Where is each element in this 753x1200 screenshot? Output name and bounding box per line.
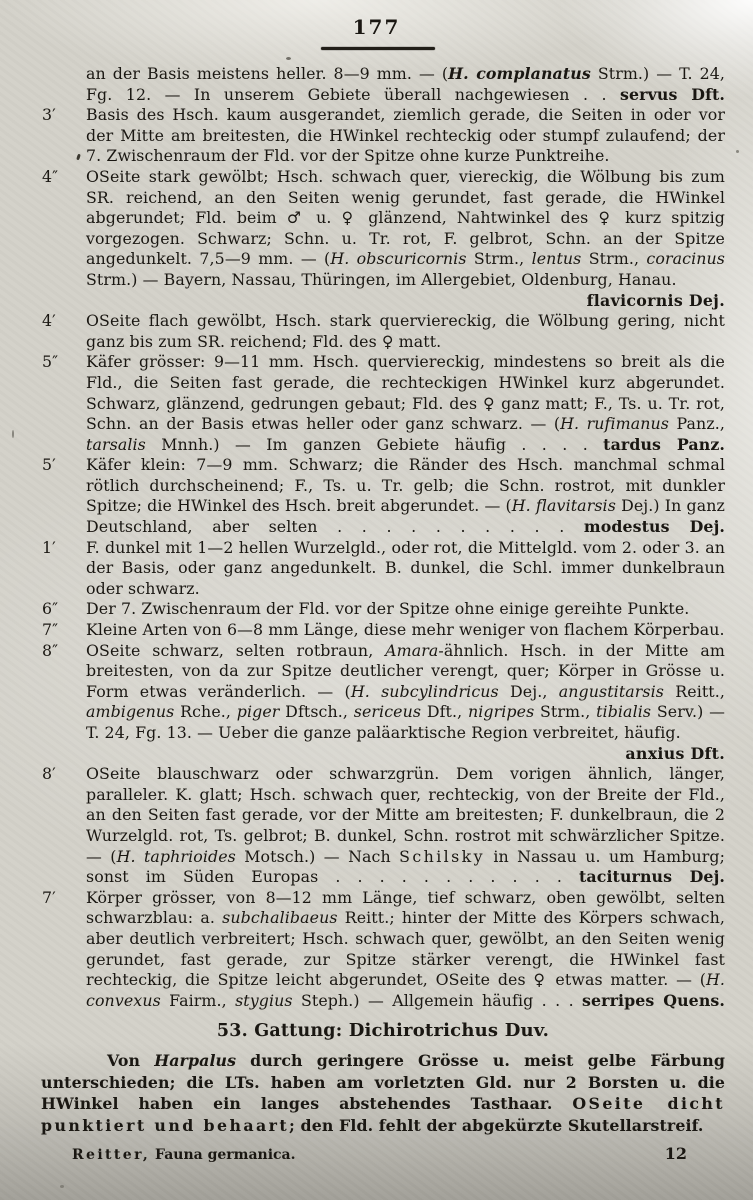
key-entry bbox=[41, 352, 725, 455]
text-segment: H. convexus bbox=[86, 970, 725, 1010]
text-segment: stygius bbox=[235, 990, 293, 1010]
entry-text bbox=[86, 538, 725, 598]
text-segment: -ähnlich. Hsch. in der Mitte am breitesten, von da zur Spitze deutlicher verengt, quer; Körper in Grösse u. Form etwas veränderlich. — ( bbox=[86, 640, 725, 701]
text-segment: Reitter, bbox=[72, 1147, 151, 1163]
key-entry bbox=[41, 455, 725, 537]
text-segment: Reitt.; hinter der Mitte des Körpers schwach, aber deutlich verbreitert; Hsch. schwach quer, gewölbt, an den Seiten wenig gerundet, fast gerade, zur Spitze stärker verengt, die HWinkel fast rechteckig, die Spitze leicht abgerundet, OSeite des ♀ etwas matter. — ( bbox=[86, 908, 725, 990]
page-header bbox=[0, 15, 753, 39]
text-segment: Käfer klein: 7—9 mm. Schwarz; die Ränder des Hsch. manchmal schmal rötlich durchscheinend; F., Ts. u. Tr. gelb; die Schn. rostrot, mit dunkler Spitze; die HWinkel des Hsch. breit abgerundet. — ( bbox=[86, 455, 725, 516]
species-name: taciturnus Dej. bbox=[579, 867, 725, 887]
text-segment: Reitt., bbox=[664, 681, 725, 701]
text-segment: Motsch.) — Nach bbox=[235, 846, 400, 866]
text-segment: Strm.) — Bayern, Nassau, Thüringen, im Allergebiet, Oldenburg, Hanau. bbox=[86, 269, 677, 289]
entry-text bbox=[86, 599, 689, 618]
genus-heading bbox=[41, 1020, 725, 1041]
key-entry bbox=[41, 311, 725, 352]
text-segment: sericeus bbox=[353, 702, 422, 722]
entry-text bbox=[86, 455, 725, 536]
text-segment: Dej., bbox=[498, 681, 559, 701]
page-content bbox=[41, 64, 725, 1136]
text-segment: Strm., bbox=[581, 249, 647, 269]
couplet-number: 8″ bbox=[42, 640, 59, 660]
text-segment: Körper grösser, von 8—12 mm Länge, tief schwarz, oben gewölbt, selten schwarzblau: a. bbox=[86, 887, 725, 928]
species-name: anxius Dft. bbox=[625, 743, 725, 763]
text-segment: Fairm., bbox=[160, 990, 236, 1010]
entry-text bbox=[86, 764, 725, 886]
text-segment: H. rufimanus bbox=[560, 414, 670, 434]
key-entry bbox=[41, 538, 725, 600]
text-segment: ambigenus bbox=[86, 702, 175, 722]
genus-heading-prefix: 53. Gattung: bbox=[216, 1021, 349, 1042]
couplet-number: 7″ bbox=[42, 620, 59, 640]
footer-signature-number: 12 bbox=[664, 1144, 687, 1163]
text-segment: Der 7. Zwischenraum der Fld. vor der Spitze ohne einige gereihte Punkte. bbox=[86, 599, 690, 619]
text-segment: OSeite dicht punktiert und behaart bbox=[41, 1094, 725, 1135]
text-segment: Strm., bbox=[466, 249, 532, 269]
text-segment: OSeite stark gewölbt; Hsch. schwach quer, viereckig, die Wölbung bis zum SR. reichend, an den Seiten wenig gerundet, fast gerade, die HWinkel abgerundet; Fld. beim ♂ u. ♀ glänzend, Nahtwinkel des ♀ kurz spitzig vorgezogen. Schwarz; Schn. u. Tr. rot, F. gelbrot, Schn. an der Spitze angedunkelt. 7,5—9 mm. — ( bbox=[86, 166, 725, 269]
couplet-number: 4′ bbox=[42, 311, 56, 331]
genus-intro-paragraph bbox=[41, 1050, 725, 1136]
text-segment: Mnnh.) — Im ganzen Gebiete häufig . . . . bbox=[145, 434, 604, 454]
text-segment: H. taphrioides bbox=[116, 846, 236, 866]
text-segment: OSeite schwarz, selten rotbraun, bbox=[86, 640, 386, 660]
key-entry bbox=[41, 641, 725, 765]
couplet-number: 3′ bbox=[42, 105, 56, 125]
text-segment: Dftsch., bbox=[279, 702, 354, 722]
text-segment: Strm., bbox=[534, 702, 597, 722]
text-segment: Kleine Arten von 6—8 mm Länge, diese mehr weniger von flachem Körperbau. bbox=[86, 620, 725, 640]
text-segment: durch geringere Grösse u. meist gelbe Färbung unterschieden; die LTs. haben am vorletzten Gld. nur 2 Borsten u. die HWinkel haben ein langes abstehendes Tasthaar. bbox=[41, 1051, 725, 1114]
entry-text bbox=[86, 311, 725, 351]
entry-text bbox=[86, 105, 725, 165]
text-segment: Steph.) — Allgemein häufig . . . bbox=[292, 990, 583, 1010]
text-segment: lentus bbox=[531, 249, 582, 269]
scan-speckle bbox=[12, 430, 14, 438]
text-segment: H. obscuricornis bbox=[330, 249, 467, 269]
text-segment: Schilsky bbox=[399, 846, 485, 866]
couplet-number: 5″ bbox=[42, 352, 59, 372]
key-entry bbox=[41, 888, 725, 1012]
scan-speckle bbox=[736, 150, 739, 153]
text-segment: H. complanatus bbox=[448, 64, 591, 83]
text-segment: F. dunkel mit 1—2 hellen Wurzelgld., oder rot, die Mittelgld. vom 2. oder 3. an der Basis, oder ganz angedunkelt. B. dunkel, die Schl. immer dunkelbraun oder schwarz. bbox=[86, 537, 725, 598]
text-segment: Dft., bbox=[421, 702, 468, 722]
key-entry bbox=[41, 764, 725, 888]
species-name: serripes Quens. bbox=[582, 990, 725, 1010]
text-segment: H. flavitarsis bbox=[511, 496, 616, 516]
key-entry bbox=[41, 599, 725, 620]
genus-name: Dichirotrichus Duv. bbox=[348, 1020, 550, 1042]
key-entry bbox=[41, 620, 725, 641]
text-segment: Rche., bbox=[174, 702, 237, 722]
text-segment: Von bbox=[107, 1051, 155, 1071]
text-segment: Dej.) In ganz Deutschland, aber selten . . . . . . . . . . bbox=[86, 496, 725, 537]
key-list bbox=[41, 64, 725, 1011]
key-entry bbox=[41, 105, 725, 167]
text-segment: nigripes bbox=[467, 702, 535, 722]
species-name: flavicornis Dej. bbox=[586, 290, 725, 310]
header-rule bbox=[321, 47, 435, 50]
entry-text bbox=[86, 888, 725, 1010]
species-name: tardus Panz. bbox=[603, 434, 726, 454]
text-segment: tibialis bbox=[596, 702, 652, 722]
key-entry bbox=[41, 167, 725, 311]
couplet-number: 1′ bbox=[42, 537, 56, 557]
couplet-number: 7′ bbox=[42, 887, 56, 907]
text-segment: Strm.) — T. 24, Fg. 12. — In unserem Gebiete überall nachgewiesen . . bbox=[86, 64, 726, 104]
couplet-number: 5′ bbox=[42, 455, 56, 475]
species-name: servus Dft. bbox=[620, 84, 726, 104]
entry-text bbox=[86, 167, 725, 289]
text-segment: Harpalus bbox=[154, 1051, 237, 1071]
couplet-number: 8′ bbox=[42, 764, 56, 784]
couplet-number: 4″ bbox=[42, 166, 59, 186]
text-segment: Fauna germanica. bbox=[150, 1147, 296, 1163]
scan-speckle bbox=[60, 1185, 64, 1188]
text-segment: coracinus bbox=[646, 249, 726, 269]
entry-text bbox=[86, 641, 725, 742]
text-segment: Serv.) — T. 24, Fg. 13. — Ueber die ganze paläarktische Region verbreitet, häufig. bbox=[86, 702, 726, 742]
text-segment: OSeite blauschwarz oder schwarzgrün. Dem vorigen ähnlich, länger, paralleler. K. glatt; Hsch. schwach quer, rechteckig, von der Breite der Fld., an den Seiten fast gerade, vor der Mitte am breitesten; F. dunkelbraun, die 2 Wurzelgld. rot, Ts. gelbrot; B. dunkel, Schn. rostrot mit schwärzlicher Spitze. — ( bbox=[86, 764, 725, 866]
entry-text bbox=[86, 64, 725, 104]
text-segment: Amara bbox=[385, 640, 439, 660]
species-name: modestus Dej. bbox=[583, 517, 725, 537]
text-segment: H. subcylindricus bbox=[350, 681, 499, 701]
text-segment: Käfer grösser: 9—11 mm. Hsch. querviereckig, mindestens so breit als die Fld., die Seiten fast gerade, die rechteckigen HWinkel kurz abgerundet. Schwarz, glänzend, gedrungen gebaut; Fld. des ♀ ganz matt; F., Ts. u. Tr. rot, Schn. an der Basis etwas heller oder ganz schwarz. — ( bbox=[86, 352, 725, 434]
text-segment: an der Basis meistens heller. 8—9 mm. — ( bbox=[86, 64, 449, 83]
text-segment: OSeite flach gewölbt, Hsch. stark querviereckig, die Wölbung gering, nicht ganz bis zum SR. reichend; Fld. des ♀ matt. bbox=[86, 311, 725, 351]
text-segment: piger bbox=[236, 702, 280, 722]
scan-speckle bbox=[286, 57, 291, 60]
page-number: 177 bbox=[352, 15, 401, 39]
text-segment: Panz., bbox=[669, 414, 725, 434]
key-entry bbox=[41, 64, 725, 105]
footer-book-title bbox=[72, 1147, 296, 1163]
entry-text bbox=[86, 620, 725, 639]
text-segment: ; den Fld. fehlt der abgekürzte Skutellarstreif. bbox=[289, 1115, 704, 1135]
couplet-number: 6″ bbox=[42, 599, 59, 619]
entry-text bbox=[86, 352, 725, 453]
text-segment: subchalibaeus bbox=[222, 908, 338, 928]
page-footer bbox=[72, 1144, 687, 1163]
text-segment: angustitarsis bbox=[558, 681, 665, 701]
text-segment: Basis des Hsch. kaum ausgerandet, ziemlich gerade, die Seiten in oder vor der Mitte am breitesten, die HWinkel rechteckig oder stumpf zulaufend; der 7. Zwischenraum der Fld. vor der Spitze ohne kurze Punktreihe. bbox=[86, 105, 725, 166]
text-segment: tarsalis bbox=[86, 434, 146, 454]
text-segment: in Nassau u. um Hamburg; sonst im Süden Europas . . . . . . . . . . . bbox=[86, 846, 726, 887]
